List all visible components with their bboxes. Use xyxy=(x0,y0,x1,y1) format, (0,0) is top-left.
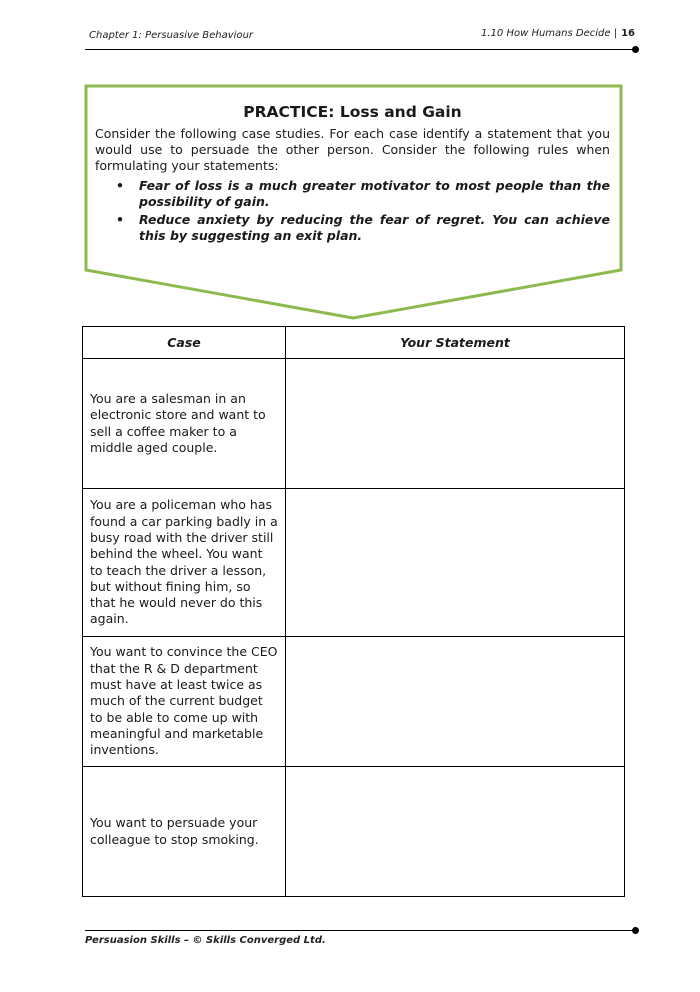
case-cell: You are a policeman who has found a car parking badly in a busy road with the driver still behind the wheel. You want to teach the driver a lesson, but without fining him, so that he would never do this again. xyxy=(83,489,286,637)
statement-cell[interactable] xyxy=(286,489,625,637)
bullet-icon: • xyxy=(116,178,124,193)
header-section-label: 1.10 How Humans Decide | xyxy=(481,28,618,39)
practice-intro: Consider the following case studies. For each case identify a statement that you would use to persuade the other person. Consider the following rules when formulating your statements: xyxy=(95,126,610,173)
practice-rule-text: Fear of loss is a much greater motivator to most people than the possibility of gain. xyxy=(139,178,610,209)
column-header-statement: Your Statement xyxy=(286,327,625,359)
table-header-row xyxy=(83,327,625,359)
footer-copyright: Persuasion Skills – © Skills Converged Ltd. xyxy=(85,935,326,946)
practice-rule-item xyxy=(95,212,610,244)
practice-rule-item xyxy=(95,178,610,210)
table-row xyxy=(83,489,625,637)
bullet-icon: • xyxy=(116,212,124,227)
table-row xyxy=(83,767,625,897)
statement-cell[interactable] xyxy=(286,637,625,767)
case-cell: You want to persuade your colleague to stop smoking. xyxy=(83,767,286,897)
table-row xyxy=(83,359,625,489)
header-chapter-title: Chapter 1: Persuasive Behaviour xyxy=(89,30,254,41)
page-number: 16 xyxy=(621,28,635,39)
practice-callout xyxy=(95,103,610,246)
table-row xyxy=(83,637,625,767)
case-cell: You are a salesman in an electronic store and want to sell a coffee maker to a middle aged couple. xyxy=(83,359,286,489)
practice-rule-text: Reduce anxiety by reducing the fear of regret. You can achieve this by suggesting an exit plan. xyxy=(139,212,610,243)
column-header-case: Case xyxy=(83,327,286,359)
case-table xyxy=(82,326,625,897)
footer-rule xyxy=(85,930,635,931)
practice-rules-list xyxy=(95,178,610,244)
statement-cell[interactable] xyxy=(286,359,625,489)
case-cell: You want to convince the CEO that the R & D department must have at least twice as much of the current budget to be able to come up with meaningful and marketable inventions. xyxy=(83,637,286,767)
footer-rule-dot xyxy=(632,927,639,934)
practice-title: PRACTICE: Loss and Gain xyxy=(243,103,462,121)
statement-cell[interactable] xyxy=(286,767,625,897)
